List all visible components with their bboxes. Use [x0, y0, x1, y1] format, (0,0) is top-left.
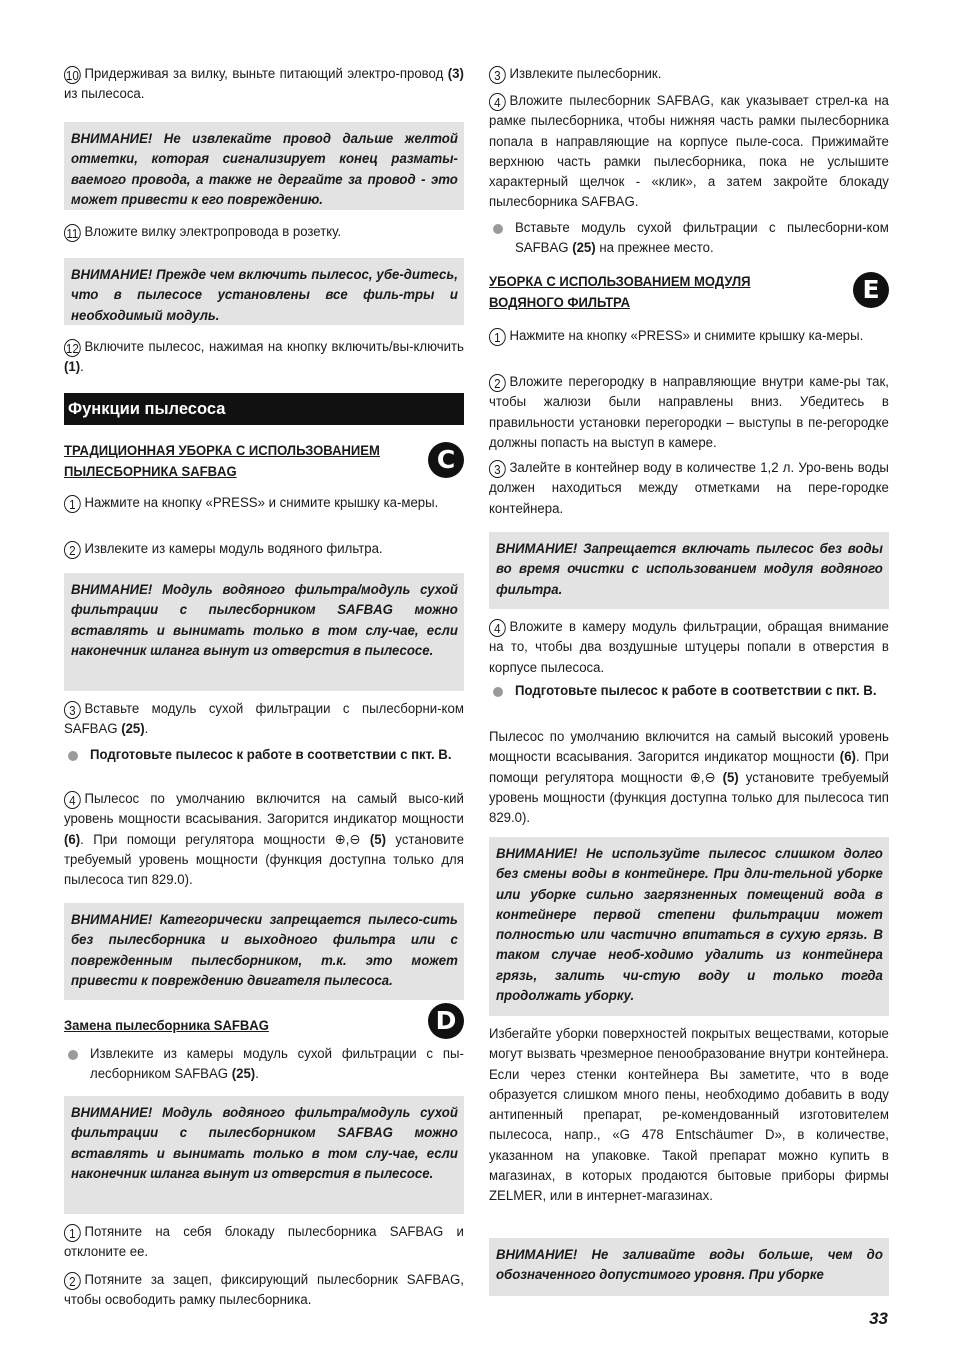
paragraph-text: Пылесос по умолчанию включится на самый высокий уровень мощности всасывания. Загорится индикатор мощности: [489, 729, 889, 766]
step-12: [64, 337, 464, 379]
step-text: Нажмите на кнопку «PRESS» и снимите крышку ка-меры.: [84, 495, 439, 511]
ref-number: (3): [447, 66, 464, 82]
step-c4: [64, 789, 464, 891]
step-text: из пылесоса.: [64, 86, 145, 103]
warning-box: [64, 1096, 464, 1214]
step-10: [64, 64, 464, 108]
ref-number: (5): [369, 831, 386, 848]
step-number: 1: [64, 1224, 81, 1242]
paragraph: [489, 1024, 889, 1228]
warning-box: [64, 258, 464, 325]
subsection-title: Замена пылесборника SAFBAG: [64, 1018, 269, 1034]
subsection-e-header: [489, 272, 889, 318]
step-number: 4: [64, 791, 81, 809]
section-title: Функции пылесоса: [64, 393, 464, 425]
step-e1: [489, 326, 889, 368]
section-letter-badge: C: [428, 442, 464, 478]
bullet-text: Подготовьте пылесос к работе в соответствии с пкт. B.: [515, 683, 877, 699]
step-text: Вложите в камеру модуль фильтрации, обращая внимание на то, чтобы два воздушные штуцеры попали в отверстия в корпусе пылесоса.: [489, 619, 889, 676]
step-text: Вставьте модуль сухой фильтрации с пылесборни-ком SAFBAG: [64, 701, 464, 738]
step-text: установите требуемый уровень мощности (функция доступна только для пылесоса тип 829.0).: [64, 831, 464, 889]
warning-text: ВНИМАНИЕ! Не используйте пылесос слишком долго без смены воды в контейнере. При дли-тельной уборке или уборке сильно загрязненных помещений вода в контейнере первой степени фильтрации может полностью или частично впитаться в сухую грязь. В таком случае необ-ходимо удалить из контейнера грязь, залить чи-стую воду и только тогда продолжать уборку.: [496, 846, 883, 1005]
step-e4: [489, 617, 889, 679]
warning-box: [489, 837, 889, 1016]
paragraph-text: Избегайте уборки поверхностей покрытых веществами, которые могут вызвать чрезмерное пенообразование внутри контейнера. Если через стенки контейнера Вы заметите, что в воде образуется слишком много пены, необходимо добавить в воду антипенный препарат, ре-комендованный изготовителем пылесоса, напр., «G 478 Entschäumer D», в количестве, указанном на упаковке. Такой препарат можно купить в магазинах, в которых продаются бытовые приборы фирмы ZELMER, или в интернет-магазинах.: [489, 1026, 889, 1205]
warning-text: ВНИМАНИЕ! Категорически запрещается пылесо-сить без пылесборника и выходного фильтра или с поврежденным пылесборником, т.к. это может привести к повреждению двигателя пылесоса.: [71, 912, 458, 989]
step-d3: [489, 64, 889, 86]
subsection-title: ТРАДИЦИОННАЯ УБОРКА С ИСПОЛЬЗОВАНИЕМ ПЫЛЕСБОРНИКА SAFBAG: [64, 443, 380, 480]
warning-text: ВНИМАНИЕ! Не извлекайте провод дальше желтой отметки, которая сигнализирует конец разматы-ваемого провода, а также не дергайте за провод - это может привести к его повреждению.: [71, 131, 458, 208]
bullet-item: [489, 218, 889, 260]
right-column: [489, 64, 889, 1296]
subsection-d-header: [64, 1006, 464, 1038]
bullet-text: на прежнее место.: [595, 240, 714, 257]
step-number: 2: [64, 1272, 81, 1290]
ref-number: (6): [839, 749, 856, 766]
ref-number: (5): [722, 769, 739, 786]
step-text: . При помощи регулятора мощности ⊕,⊖: [80, 831, 370, 848]
section-letter-badge: E: [853, 272, 889, 308]
step-11: [64, 222, 464, 244]
ref-number: (6): [64, 831, 81, 848]
step-number: 12: [64, 339, 81, 357]
step-text: Извлеките пылесборник.: [509, 66, 662, 82]
step-number: 3: [489, 66, 506, 84]
step-text: Вложите перегородку в направляющие внутри каме-ры так, чтобы жалюзи были направлены вниз. Убедитесь в правильности установки перегородки – выступы в пе-регородке должны попасть на выступ в камере.: [489, 374, 889, 451]
step-text: .: [80, 359, 84, 376]
step-number: 3: [489, 460, 506, 478]
step-c2: [64, 539, 464, 561]
step-number: 4: [489, 619, 506, 637]
step-number: 10: [64, 66, 81, 84]
ref-number: (1): [64, 359, 81, 376]
step-d1: [64, 1222, 464, 1264]
bullet-item: [489, 681, 889, 723]
step-number: 1: [64, 495, 81, 513]
step-text: Пылесос по умолчанию включится на самый высо-кий уровень мощности всасывания. Загорится индикатор мощности: [64, 791, 464, 828]
step-e2: [489, 372, 889, 454]
step-text: Вложите пылесборник SAFBAG, как указывает стрел-ка на рамке пылесборника, чтобы нижняя часть рамки пылесборника попала в направляющие на корпусе пыле-соса. Прижимайте верхнюю часть рамки пылесборника, пока не услышите характерный щелчок - «клик», а затем закройте блокаду пылесборника SAFBAG.: [489, 93, 889, 211]
step-text: Придерживая за вилку, выньте питающий электро-провод: [84, 66, 448, 82]
bullet-item: [64, 745, 464, 787]
step-text: Включите пылесос, нажимая на кнопку включить/вы-ключить: [84, 339, 464, 355]
step-text: Потяните на себя блокаду пылесборника SAFBAG и отклоните ее.: [64, 1224, 464, 1261]
section-letter-badge: D: [428, 1003, 464, 1039]
warning-box: [64, 903, 464, 1000]
ref-number: (25): [121, 721, 145, 738]
step-c3: [64, 699, 464, 741]
warning-text: ВНИМАНИЕ! Прежде чем включить пылесос, убе-дитесь, что в пылесосе установлены все филь-тры и необходимый модуль.: [71, 267, 458, 324]
bullet-text: Извлеките из камеры модуль сухой фильтрации с пы-лесборником SAFBAG: [90, 1046, 464, 1083]
step-number: 1: [489, 328, 506, 346]
step-text: .: [144, 721, 149, 738]
step-number: 2: [489, 374, 506, 392]
paragraph: [489, 727, 889, 829]
warning-box: [64, 122, 464, 210]
ref-number: (25): [572, 240, 596, 257]
subsection-c-header: [64, 441, 464, 485]
step-text: Залейте в контейнер воду в количестве 1,2 л. Уро-вень воды должен находиться между отметками на пере-городке контейнера.: [489, 460, 889, 517]
subsection-title: УБОРКА С ИСПОЛЬЗОВАНИЕМ МОДУЛЯ ВОДЯНОГО ФИЛЬТРА: [489, 274, 751, 311]
warning-box: [489, 532, 889, 609]
warning-box: [64, 573, 464, 691]
bullet-item: [64, 1044, 464, 1086]
bullet-text: .: [255, 1066, 259, 1083]
step-number: 4: [489, 93, 506, 111]
step-c1: [64, 493, 464, 535]
warning-text: ВНИМАНИЕ! Не заливайте воды больше, чем до обозначенного допустимого уровня. При уборке: [496, 1247, 883, 1284]
step-d2: [64, 1270, 464, 1312]
step-text: Потяните за зацеп, фиксирующий пылесборник SAFBAG, чтобы освободить рамку пылесборника.: [64, 1272, 464, 1309]
step-text: Вложите вилку электропровода в розетку.: [84, 224, 342, 240]
step-number: 11: [64, 224, 81, 242]
warning-text: ВНИМАНИЕ! Модуль водяного фильтра/модуль сухой фильтрации с пылесборником SAFBAG можно вставлять и вынимать только в том слу-чае, если наконечник шланга вынут из отверстия в пылесосе.: [71, 582, 458, 659]
ref-number: (25): [231, 1066, 256, 1083]
page-number: 33: [869, 1309, 888, 1328]
warning-box: [489, 1238, 889, 1296]
step-text: Нажмите на кнопку «PRESS» и снимите крышку ка-меры.: [509, 328, 864, 344]
bullet-text: Вставьте модуль сухой фильтрации с пылесборни-ком SAFBAG: [515, 220, 889, 257]
step-e3: [489, 458, 889, 520]
left-column: [64, 64, 464, 1312]
step-number: 3: [64, 701, 81, 719]
warning-text: ВНИМАНИЕ! Модуль водяного фильтра/модуль сухой фильтрации с пылесборником SAFBAG можно вставлять и вынимать только в том слу-чае, если наконечник шланга вынут из отверстия в пылесосе.: [71, 1105, 458, 1182]
step-number: 2: [64, 541, 81, 559]
step-text: Извлеките из камеры модуль водяного фильтра.: [84, 541, 383, 557]
warning-text: ВНИМАНИЕ! Запрещается включать пылесос без воды во время очистки с использованием модуля водяного фильтра.: [496, 541, 883, 598]
bullet-text: Подготовьте пылесос к работе в соответствии с пкт. B.: [90, 747, 452, 763]
paragraph-text: установите требуемый уровень мощности (функция доступна только для пылесоса тип 829.0).: [489, 769, 889, 827]
paragraph-text: . При помощи регулятора мощности ⊕,⊖: [489, 749, 889, 786]
step-d4: [489, 91, 889, 214]
